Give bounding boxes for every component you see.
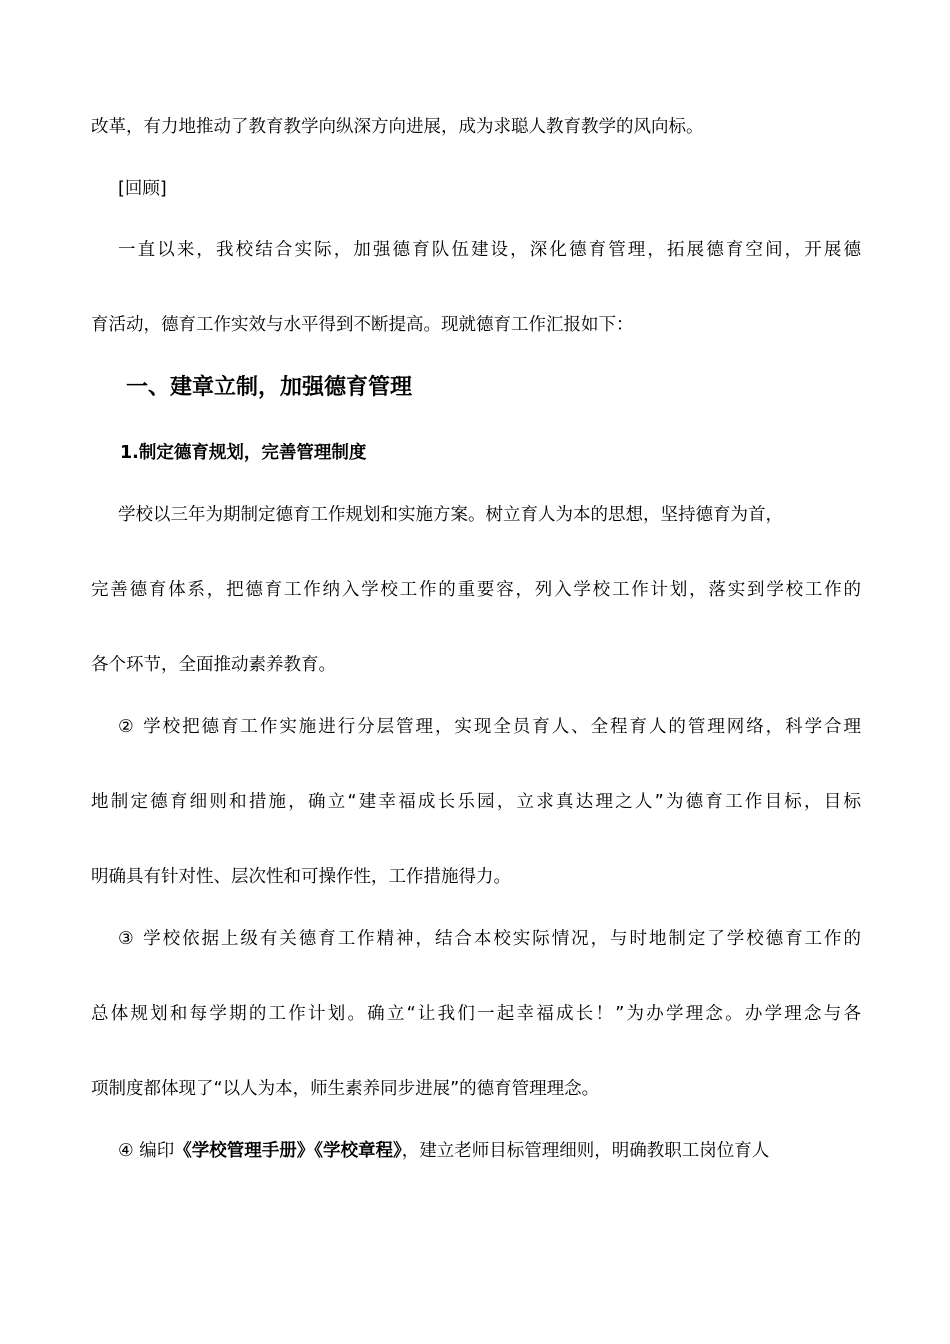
paragraph-line: 一直以来，我校结合实际，加强德育队伍建设，深化德育管理，拓展德育空间，开展德 [118, 240, 861, 260]
paragraph-line: 总体规划和每学期的工作计划。确立“让我们一起幸福成长！”为办学理念。办学理念与各 [91, 1004, 861, 1024]
paragraph-line: 育活动，德育工作实效与水平得到不断提高。现就德育工作汇报如下： [91, 315, 634, 335]
paragraph-line: ② 学校把德育工作实施进行分层管理，实现全员育人、全程育人的管理网络，科学合理 [118, 717, 861, 737]
text-run: ，建立老师目标管理细则，明确教职工岗位育人 [401, 1141, 770, 1161]
paragraph-line: 项制度都体现了“以人为本，师生素养同步进展”的德育管理理念。 [91, 1079, 600, 1099]
paragraph-line: ③ 学校依据上级有关德育工作精神，结合本校实际情况，与时地制定了学校德育工作的 [118, 929, 861, 949]
paragraph-line [118, 1139, 861, 1163]
paragraph-line: 地制定德育细则和措施，确立“建幸福成长乐园，立求真达理之人”为德育工作目标，目标 [91, 792, 861, 812]
section-heading: 一、建章立制，加强德育管理 [126, 375, 413, 400]
subsection-heading: 1.制定德育规划，完善管理制度 [120, 443, 367, 463]
paragraph-line: 改革，有力地推动了教育教学向纵深方向进展，成为求聪人教育教学的风向标。 [91, 117, 704, 137]
review-label: [回顾] [118, 179, 167, 199]
paragraph-line: 各个环节，全面推动素养教育。 [91, 655, 336, 675]
text-run: ④ 编印 [118, 1141, 175, 1161]
paragraph-line: 学校以三年为期制定德育工作规划和实施方案。树立育人为本的思想，坚持德育为首， [118, 505, 783, 525]
bold-text-run: 《学校管理手册》《学校章程》 [174, 1141, 402, 1161]
paragraph-line: 完善德育体系，把德育工作纳入学校工作的重要容，列入学校工作计划，落实到学校工作的 [91, 580, 861, 600]
paragraph-line: 明确具有针对性、层次性和可操作性，工作措施得力。 [91, 867, 511, 887]
